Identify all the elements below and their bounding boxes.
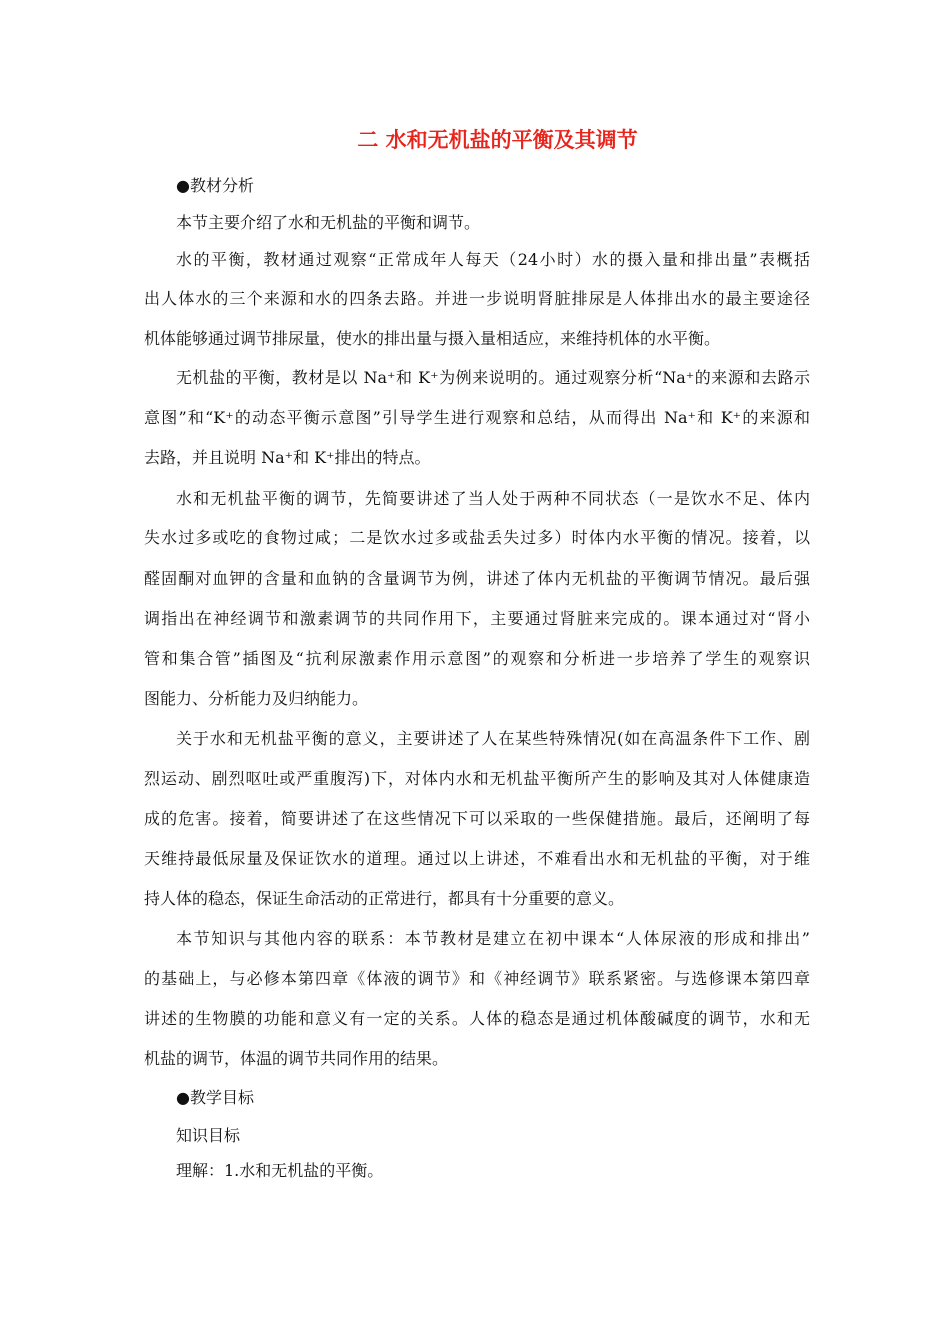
paragraph-line: 图能力、分析能力及归纳能力。 <box>144 689 369 708</box>
paragraph-line: 烈运动、剧烈呕吐或严重腹泻)下，对体内水和无机盐平衡所产生的影响及其对人体健康造 <box>144 769 810 788</box>
paragraph-line: 管和集合管”插图及“抗利尿激素作用示意图”的观察和分析进一步培养了学生的观察识 <box>144 649 810 668</box>
paragraph-line: 失水过多或吃的食物过咸；二是饮水过多或盐丢失过多）时体内水平衡的情况。接着，以 <box>144 528 810 547</box>
paragraph-line: 机盐的调节，体温的调节共同作用的结果。 <box>144 1049 449 1068</box>
paragraph-line: 关于水和无机盐平衡的意义，主要讲述了人在某些特殊情况(如在高温条件下工作、剧 <box>176 729 810 748</box>
subheading-knowledge-objectives: 知识目标 <box>176 1126 241 1145</box>
paragraph-line: 调指出在神经调节和激素调节的共同作用下，主要通过肾脏来完成的。课本通过对“肾小 <box>144 609 810 628</box>
paragraph-line: 水和无机盐平衡的调节，先简要讲述了当人处于两种不同状态（一是饮水不足、体内 <box>176 489 810 508</box>
paragraph-line: 讲述的生物膜的功能和意义有一定的关系。人体的稳态是通过机体酸碱度的调节，水和无 <box>144 1009 810 1028</box>
paragraph-line: 意图”和“K⁺的动态平衡示意图”引导学生进行观察和总结，从而得出 Na⁺和 K⁺的来源和 <box>144 408 810 427</box>
page-title: 二 水和无机盐的平衡及其调节 <box>357 128 638 152</box>
paragraph-line: 出人体水的三个来源和水的四条去路。并进一步说明肾脏排尿是人体排出水的最主要途径 <box>144 289 810 308</box>
paragraph-line: 本节主要介绍了水和无机盐的平衡和调节。 <box>176 213 481 232</box>
paragraph-line: 去路，并且说明 Na⁺和 K⁺排出的特点。 <box>144 448 431 467</box>
paragraph-line: 本节知识与其他内容的联系：本节教材是建立在初中课本“人体尿液的形成和排出” <box>176 929 810 948</box>
paragraph-line: 机体能够通过调节排尿量，使水的排出量与摄入量相适应，来维持机体的水平衡。 <box>144 329 721 348</box>
paragraph-line: 成的危害。接着，简要讲述了在这些情况下可以采取的一些保健措施。最后，还阐明了每 <box>144 809 810 828</box>
paragraph-line: 无机盐的平衡，教材是以 Na⁺和 K⁺为例来说明的。通过观察分析“Na⁺的来源和去路示 <box>176 368 810 387</box>
section-heading-analysis: ●教材分析 <box>176 176 254 195</box>
paragraph-line: 的基础上，与必修本第四章《体液的调节》和《神经调节》联系紧密。与选修课本第四章 <box>144 969 810 988</box>
paragraph-line: 水的平衡，教材通过观察“正常成年人每天（24小时）水的摄入量和排出量”表概括 <box>176 250 810 269</box>
paragraph-line: 理解：1.水和无机盐的平衡。 <box>176 1161 384 1180</box>
paragraph-line: 醛固酮对血钾的含量和血钠的含量调节为例，讲述了体内无机盐的平衡调节情况。最后强 <box>144 569 810 588</box>
paragraph-line: 持人体的稳态，保证生命活动的正常进行，都具有十分重要的意义。 <box>144 889 625 908</box>
section-heading-objectives: ●教学目标 <box>176 1088 254 1107</box>
paragraph-line: 天维持最低尿量及保证饮水的道理。通过以上讲述，不难看出水和无机盐的平衡，对于维 <box>144 849 810 868</box>
